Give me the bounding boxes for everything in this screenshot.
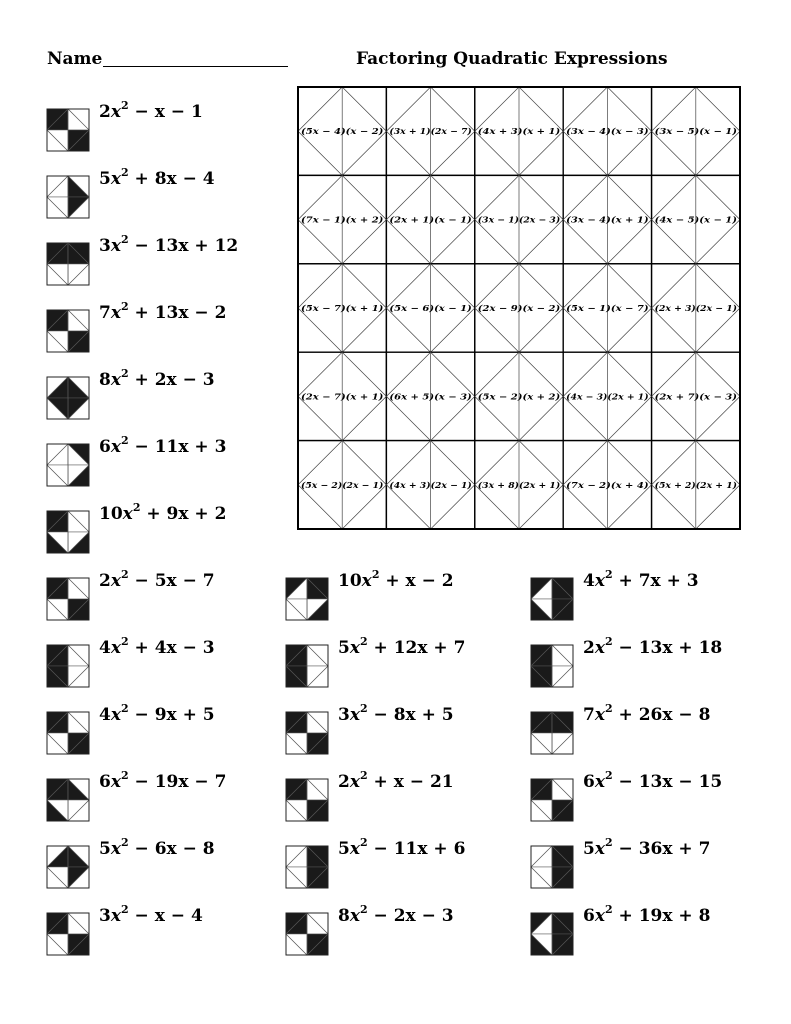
factor-text: (5x − 7)(x + 1) xyxy=(301,304,372,314)
pattern-icon xyxy=(46,443,90,487)
grid-cell xyxy=(475,87,563,175)
leading-coefficient: 6 xyxy=(583,906,595,926)
pattern-icon xyxy=(285,845,329,889)
leading-coefficient: 5 xyxy=(99,839,111,859)
expression-rest: + x − 21 xyxy=(367,772,454,792)
expression-rest: − 11x + 6 xyxy=(367,839,466,859)
expression-rest: − 9x + 5 xyxy=(128,705,215,725)
pattern-icon xyxy=(46,644,90,688)
factor-text: (2x − 9)(x − 2) xyxy=(477,304,548,314)
pattern-icon xyxy=(46,510,90,554)
expression-rest: − 5x − 7 xyxy=(128,571,215,591)
leading-coefficient: 5 xyxy=(583,839,595,859)
grid-cell xyxy=(563,264,651,352)
quadratic-expression: $3x^2 - 8x + 5$ xyxy=(338,702,454,725)
problem-item xyxy=(530,903,770,962)
grid-cell xyxy=(652,352,740,440)
grid-cell xyxy=(563,175,651,263)
problem-item xyxy=(46,635,286,694)
factor-text: (3x − 1)(2x − 3) xyxy=(477,215,554,226)
pattern-icon xyxy=(46,242,90,286)
expression-rest: + 8x − 4 xyxy=(128,169,215,189)
factor-text: (4x + 3)(2x − 1) xyxy=(389,480,466,491)
factor-text: (4x + 3)(x + 1) xyxy=(477,127,548,138)
factor-text: (3x + 8)(2x + 1) xyxy=(477,480,554,491)
factor-text: (5x − 2)(x + 2) xyxy=(477,392,548,403)
grid-cell xyxy=(475,352,563,440)
expression-rest: + 13x − 2 xyxy=(128,303,227,323)
leading-coefficient: 8 xyxy=(99,370,111,390)
grid-cell xyxy=(386,87,474,175)
factor-text: (5x − 1)(x − 7) xyxy=(566,304,637,314)
pattern-icon xyxy=(46,912,90,956)
expression-rest: − 36x + 7 xyxy=(612,839,711,859)
expression-rest: + 26x − 8 xyxy=(612,705,711,725)
expression-rest: − x − 1 xyxy=(128,102,203,122)
leading-coefficient: 6 xyxy=(99,437,111,457)
leading-coefficient: 6 xyxy=(99,772,111,792)
quadratic-expression: $5x^2 + 8x - 4$ xyxy=(99,166,215,189)
leading-coefficient: 2 xyxy=(583,638,595,658)
problem-item xyxy=(46,99,286,158)
problem-item xyxy=(530,702,770,761)
problem-item xyxy=(46,769,286,828)
grid-cell xyxy=(386,264,474,352)
pattern-icon xyxy=(46,175,90,219)
pattern-icon xyxy=(530,845,574,889)
leading-coefficient: 2 xyxy=(99,102,111,122)
expression-rest: − 13x + 18 xyxy=(612,638,723,658)
factor-text: (7x − 2)(x + 4) xyxy=(566,480,637,491)
name-label: Name xyxy=(47,49,103,69)
pattern-icon xyxy=(285,778,329,822)
leading-coefficient: 4 xyxy=(583,571,595,591)
pattern-icon xyxy=(530,644,574,688)
grid-cell xyxy=(475,264,563,352)
factor-text: (3x − 4)(x − 3) xyxy=(566,127,637,138)
factor-text: (6x + 5)(x − 3) xyxy=(389,392,460,403)
factor-text: (5x − 2)(2x − 1) xyxy=(301,480,377,491)
pattern-icon xyxy=(46,108,90,152)
problem-item xyxy=(46,300,286,359)
problem-item xyxy=(46,166,286,225)
pattern-icon xyxy=(530,912,574,956)
expression-rest: + 4x − 3 xyxy=(128,638,215,658)
quadratic-expression: $5x^2 - 36x + 7$ xyxy=(583,836,711,859)
quadratic-expression: $10x^2 + x - 2$ xyxy=(338,568,454,591)
pattern-icon xyxy=(530,778,574,822)
grid-cell xyxy=(652,87,740,175)
problem-item xyxy=(285,568,525,627)
pattern-icon xyxy=(46,711,90,755)
quadratic-expression: $4x^2 - 9x + 5$ xyxy=(99,702,215,725)
page-title: Factoring Quadratic Expressions xyxy=(356,49,668,69)
problem-item xyxy=(530,568,770,627)
quadratic-expression: $6x^2 - 13x - 15$ xyxy=(583,769,723,792)
expression-rest: − x − 4 xyxy=(128,906,203,926)
leading-coefficient: 4 xyxy=(99,638,111,658)
grid-cell xyxy=(475,175,563,263)
pattern-icon xyxy=(46,577,90,621)
problem-item xyxy=(46,702,286,761)
leading-coefficient: 8 xyxy=(338,906,350,926)
expression-rest: + x − 2 xyxy=(379,571,454,591)
factor-text: (5x − 4)(x − 2) xyxy=(301,127,372,138)
grid-cell xyxy=(652,441,740,529)
grid-cell xyxy=(563,441,651,529)
pattern-icon xyxy=(46,376,90,420)
factor-text: (2x + 3)(2x − 1) xyxy=(654,304,731,314)
grid-cell xyxy=(475,441,563,529)
factor-text: (3x − 5)(x − 1) xyxy=(654,127,725,138)
quadratic-expression: $8x^2 + 2x - 3$ xyxy=(99,367,215,390)
quadratic-expression: $4x^2 + 7x + 3$ xyxy=(583,568,699,591)
expression-rest: − 8x + 5 xyxy=(367,705,454,725)
expression-rest: − 13x − 15 xyxy=(612,772,723,792)
pattern-icon xyxy=(285,577,329,621)
pattern-icon xyxy=(285,711,329,755)
grid-cell xyxy=(298,175,386,263)
problem-item xyxy=(530,635,770,694)
pattern-icon xyxy=(46,845,90,889)
leading-coefficient: 3 xyxy=(338,705,350,725)
grid-cell xyxy=(386,175,474,263)
quadratic-expression: $2x^2 - 13x + 18$ xyxy=(583,635,723,658)
factor-text: (4x − 5)(x − 1) xyxy=(654,215,725,226)
pattern-icon xyxy=(285,644,329,688)
problem-item xyxy=(285,903,525,962)
grid-cell xyxy=(298,441,386,529)
problem-item xyxy=(285,635,525,694)
problem-item xyxy=(46,367,286,426)
leading-coefficient: 4 xyxy=(99,705,111,725)
expression-rest: + 9x + 2 xyxy=(140,504,227,524)
pattern-icon xyxy=(46,778,90,822)
problem-item xyxy=(46,903,286,962)
grid-cell xyxy=(298,87,386,175)
leading-coefficient: 6 xyxy=(583,772,595,792)
grid-cell xyxy=(298,264,386,352)
problem-item xyxy=(530,836,770,895)
leading-coefficient: 5 xyxy=(99,169,111,189)
grid-cell xyxy=(652,264,740,352)
quadratic-expression: $7x^2 + 13x - 2$ xyxy=(99,300,227,323)
quadratic-expression: $8x^2 - 2x - 3$ xyxy=(338,903,454,926)
problem-item xyxy=(46,501,286,560)
grid-cell xyxy=(563,352,651,440)
expression-rest: − 11x + 3 xyxy=(128,437,227,457)
pattern-icon xyxy=(530,577,574,621)
quadratic-expression: $6x^2 - 11x + 3$ xyxy=(99,434,227,457)
factor-text: (5x − 6)(x − 1) xyxy=(389,304,460,314)
quadratic-expression: $2x^2 - x - 1$ xyxy=(99,99,203,122)
grid-cell xyxy=(386,441,474,529)
pattern-icon xyxy=(46,309,90,353)
factor-text: (5x + 2)(2x + 1) xyxy=(654,480,731,491)
factor-text: (4x − 3)(2x + 1) xyxy=(566,392,643,403)
problem-item xyxy=(285,836,525,895)
leading-coefficient: 5 xyxy=(338,839,350,859)
quadratic-expression: $10x^2 + 9x + 2$ xyxy=(99,501,227,524)
quadratic-expression: $5x^2 + 12x + 7$ xyxy=(338,635,466,658)
problem-item xyxy=(46,836,286,895)
problem-item xyxy=(46,233,286,292)
answer-grid xyxy=(297,86,742,531)
factor-text: (3x + 1)(2x − 7) xyxy=(389,127,466,138)
grid-cell xyxy=(563,87,651,175)
expression-rest: + 2x − 3 xyxy=(128,370,215,390)
quadratic-expression: $3x^2 - 13x + 12$ xyxy=(99,233,239,256)
pattern-icon xyxy=(530,711,574,755)
quadratic-expression: $4x^2 + 4x - 3$ xyxy=(99,635,215,658)
leading-coefficient: 2 xyxy=(99,571,111,591)
quadratic-expression: $6x^2 - 19x - 7$ xyxy=(99,769,227,792)
leading-coefficient: 5 xyxy=(338,638,350,658)
quadratic-expression: $7x^2 + 26x - 8$ xyxy=(583,702,711,725)
factor-text: (2x + 7)(x − 3) xyxy=(654,392,725,403)
expression-rest: − 2x − 3 xyxy=(367,906,454,926)
quadratic-expression: $6x^2 + 19x + 8$ xyxy=(583,903,711,926)
leading-coefficient: 2 xyxy=(338,772,350,792)
expression-rest: − 6x − 8 xyxy=(128,839,215,859)
name-field[interactable] xyxy=(103,66,288,67)
quadratic-expression: $5x^2 - 11x + 6$ xyxy=(338,836,466,859)
factor-text: (2x − 7)(x + 1) xyxy=(301,392,372,403)
grid-cell xyxy=(652,175,740,263)
pattern-icon xyxy=(285,912,329,956)
problem-item xyxy=(46,434,286,493)
expression-rest: + 19x + 8 xyxy=(612,906,711,926)
expression-rest: + 12x + 7 xyxy=(367,638,466,658)
leading-coefficient: 10 xyxy=(338,571,362,591)
problem-item xyxy=(46,568,286,627)
leading-coefficient: 3 xyxy=(99,906,111,926)
factor-text: (3x − 4)(x + 1) xyxy=(566,215,637,226)
problem-item xyxy=(285,769,525,828)
leading-coefficient: 10 xyxy=(99,504,123,524)
quadratic-expression: $2x^2 - 5x - 7$ xyxy=(99,568,215,591)
factor-text: (2x + 1)(x − 1) xyxy=(389,215,460,226)
quadratic-expression: $2x^2 + x - 21$ xyxy=(338,769,454,792)
factor-text: (7x − 1)(x + 2) xyxy=(301,215,372,226)
leading-coefficient: 7 xyxy=(99,303,111,323)
leading-coefficient: 7 xyxy=(583,705,595,725)
expression-rest: + 7x + 3 xyxy=(612,571,699,591)
grid-cell xyxy=(386,352,474,440)
grid-cell xyxy=(298,352,386,440)
problem-item xyxy=(530,769,770,828)
leading-coefficient: 3 xyxy=(99,236,111,256)
expression-rest: − 19x − 7 xyxy=(128,772,227,792)
quadratic-expression: $3x^2 - x - 4$ xyxy=(99,903,203,926)
problem-item xyxy=(285,702,525,761)
quadratic-expression: $5x^2 - 6x - 8$ xyxy=(99,836,215,859)
expression-rest: − 13x + 12 xyxy=(128,236,239,256)
